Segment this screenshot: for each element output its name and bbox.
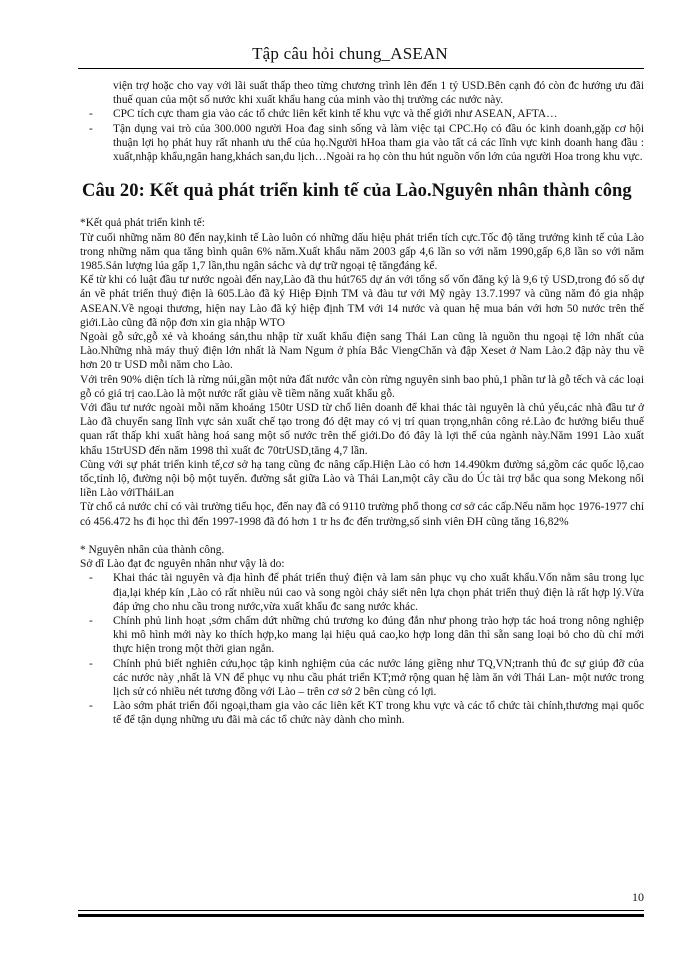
section-spacer — [80, 529, 644, 543]
results-paragraph: Từ chổ cả nước chỉ có vài trường tiểu học, đến nay đã có 9110 trường phổ thong cơ sở các cấp.Nếu năm học 1976-1977 chỉ có 456.472 hs đi học thì đến 1997-1998 đã đó hơn 1 tr hs đc đến trường,số sinh viên ĐH cũng tăng 16,82% — [80, 501, 644, 528]
footer-divider-thin — [78, 910, 644, 911]
results-paragraph: Cùng với sự phát triển kinh tế,cơ sở hạ tang cũng đc nâng cấp.Hiện Lào có hơn 14.490km đường sá,gồm các quốc lộ,cao tốc,tỉnh lộ, đường nội bộ một tuyến. đường sắt giữa Lào và Thái Lan,một cây cầu do Úc tài trợ bắc qua song Mekong nối liền Lào vớiTháiLan — [80, 458, 644, 500]
footer-divider-thick — [78, 914, 644, 917]
list-item — [80, 107, 644, 121]
header-divider — [78, 68, 644, 69]
results-paragraph: Kể từ khi có luật đầu tư nước ngoài đến nay,Lào đã thu hút765 dự án với tổng số vốn đăng ký là 9,6 tỷ USD,trong đó số dự án về phát triển thuỷ điện là 605.Lào đã ký Hiệp Định TM và đàu tư với Mỹ ngày 13.7.1997 và cũng năm đó gia nhập ASEAN.Về ngoại thương, hiện nay Lào đã ký hiệp định TM với 14 nước và quan hệ mua bán với hơn 50 nước trên thế giới.Lào cũng đã nộp đơn xin gia nhập WTO — [80, 274, 644, 329]
results-paragraph: Từ cuối những năm 80 đến nay,kinh tế Lào luôn có những dấu hiệu phát triển tích cực.Tốc độ tăng trưởng kinh tế của Lào trong những năm qua tăng bình quân 6% năm.Xuất khẩu năm 2003 gấp 4,6 lần so với năm 1990,gấp 6,8 lần so với năm 1985.Sản lượng lúa gấp 1,7 lần,thu ngân sáchc và dự trữ ngoại tệ tăngđáng kể. — [80, 231, 644, 273]
page-number: 10 — [632, 890, 644, 904]
page-content — [80, 79, 644, 728]
page-header-title: Tập câu hỏi chung_ASEAN — [252, 44, 448, 63]
list-item-text: Chính phủ biết nghiên cứu,học tập kinh nghiệm của các nước láng giềng như TQ,VN;tranh thủ đc sự giúp đỡ của các nước này ,nhất là VN để phục vụ nhu cầu phát triển KT;mở rộng quan hệ làm ăn với Thái Lan- một nước trong lịch sử có nhiều nét tương đồng với Lào – trên cơ sở 2 bên cùng có lợi. — [113, 657, 644, 698]
bullet-dash: - — [89, 572, 93, 585]
list-item-text: Lào sớm phát triển đối ngoại,tham gia vào các liên kết KT trong khu vực và các tổ chức tài chính,thương mại quốc tế để tận dụng những ưu đãi mà các tổ chức này dành cho mình. — [113, 700, 644, 727]
causes-bullet-list — [80, 571, 644, 727]
list-item-text: Khai thác tài nguyên và địa hình để phát triển thuỷ điện và lam sản phục vụ cho xuất khẩu.Vốn nằm sâu trong lục địa,lại khép kín ,Lào có rất nhiều núi cao và song ngòi chảy siết nên lựa chọn phát triển thuỷ điện là rất hợp lý.Vừa đáp ứng cho nhu cầu trong nước,vừa xuất khẩu đc sang nước khác. — [113, 572, 644, 613]
list-item — [80, 571, 644, 614]
list-item — [80, 614, 644, 657]
list-item-text: CPC tích cực tham gia vào các tổ chức liên kết kinh tế khu vực và thế giới như ASEAN, AFTA… — [113, 108, 558, 121]
bullet-dash: - — [89, 614, 93, 627]
list-item-text: Chính phủ linh hoạt ,sớm chấm dứt những chủ trương ko đúng đắn như phong trào hợp tác hoá trong nông nghiệp khi mô hình mới này ko thích hợp,ko mang lại hiệu quả cao,ko hợp long dân thì sẵn sang loại bỏ cho dù chỉ mới thực hiện trong một thời gian ngắn. — [113, 614, 644, 656]
continuation-paragraph: viện trợ hoặc cho vay với lãi suất thấp theo từng chương trình lên đến 1 tỷ USD.Bên cạnh đó còn đc hướng ưu đãi thuế quan của một số nước khi xuất khẩu hang của minh vào thị trường các nước này. — [113, 80, 644, 107]
top-bullet-list — [80, 107, 644, 164]
bullet-dash: - — [89, 122, 93, 135]
list-item-text: Tận dụng vai trò của 300.000 người Hoa đag sinh sống và làm việc tại CPC.Họ có đầu óc kinh doanh,gặp cơ hội thuận lợi họ phát huy rất nhanh ưu thế của họ.Người hHoa tham gia vào tất cả các lĩnh vực kinh doanh hang đầu : xuất,nhập khẩu,ngân hang,khách san,du lịch…Ngoài ra họ còn thu hút nguồn vốn lớn của người Hoa trong khu vực. — [113, 122, 644, 164]
bullet-dash: - — [89, 108, 93, 121]
causes-intro: Sở dĩ Lào đạt đc nguyên nhân như vậy là do: — [80, 558, 285, 571]
results-paragraph: Với đầu tư nước ngoài mỗi năm khoảng 150tr USD từ chổ liên doanh để khai thác tài nguyên là chủ yếu,các nhà đầu tư ở Lào đã chuyển sang lĩnh vực sản xuất chế tạo trong đó dệt may có vị trí quan trọng,nhân công rẻ.Lào đc hưởng biểu thuế quan rất thấp khi xuất hàng hoá sang một số nước trên thế giới.Do đó đây là lợi thế của ngành này.Năm 1991 Lào xuất khẩu 15trUSD đến năm 1998 thì xuất đc 70trUSD,tăng 4,7 lần. — [80, 402, 644, 457]
bullet-dash: - — [89, 700, 93, 713]
list-item — [80, 699, 644, 727]
list-item — [80, 122, 644, 165]
results-paragraph: Với trên 90% diện tích là rừng núi,gần một nửa đất nước vẫn còn rừng nguyên sinh bao phủ,1 phần tư là gỗ tếch và các loại gỗ có giá trị cao.Lào là một nước rất giàu về tiềm năng xuất khẩu gỗ. — [80, 373, 644, 400]
question-heading: Câu 20: Kết quả phát triển kinh tế của Lào.Nguyên nhân thành công — [82, 181, 632, 202]
results-heading: *Kết quả phát triển kinh tế: — [80, 217, 205, 230]
causes-heading: * Nguyên nhân của thành công. — [80, 543, 225, 556]
list-item — [80, 657, 644, 700]
results-paragraph: Ngoài gỗ sức,gỗ xẻ và khoáng sản,thu nhập từ xuất khẩu điện sang Thái Lan cũng là nguồn thu ngoại tệ lớn nhất của Lào.Những nhà máy thuỷ điện lớn nhất là Nam Ngum ở phía Bắc ViengChăn và đập Xeset ở Nam Lào.2 đập này thu về hơn 20 tr USD mỗi năm cho Lào. — [80, 331, 644, 372]
bullet-dash: - — [89, 657, 93, 670]
